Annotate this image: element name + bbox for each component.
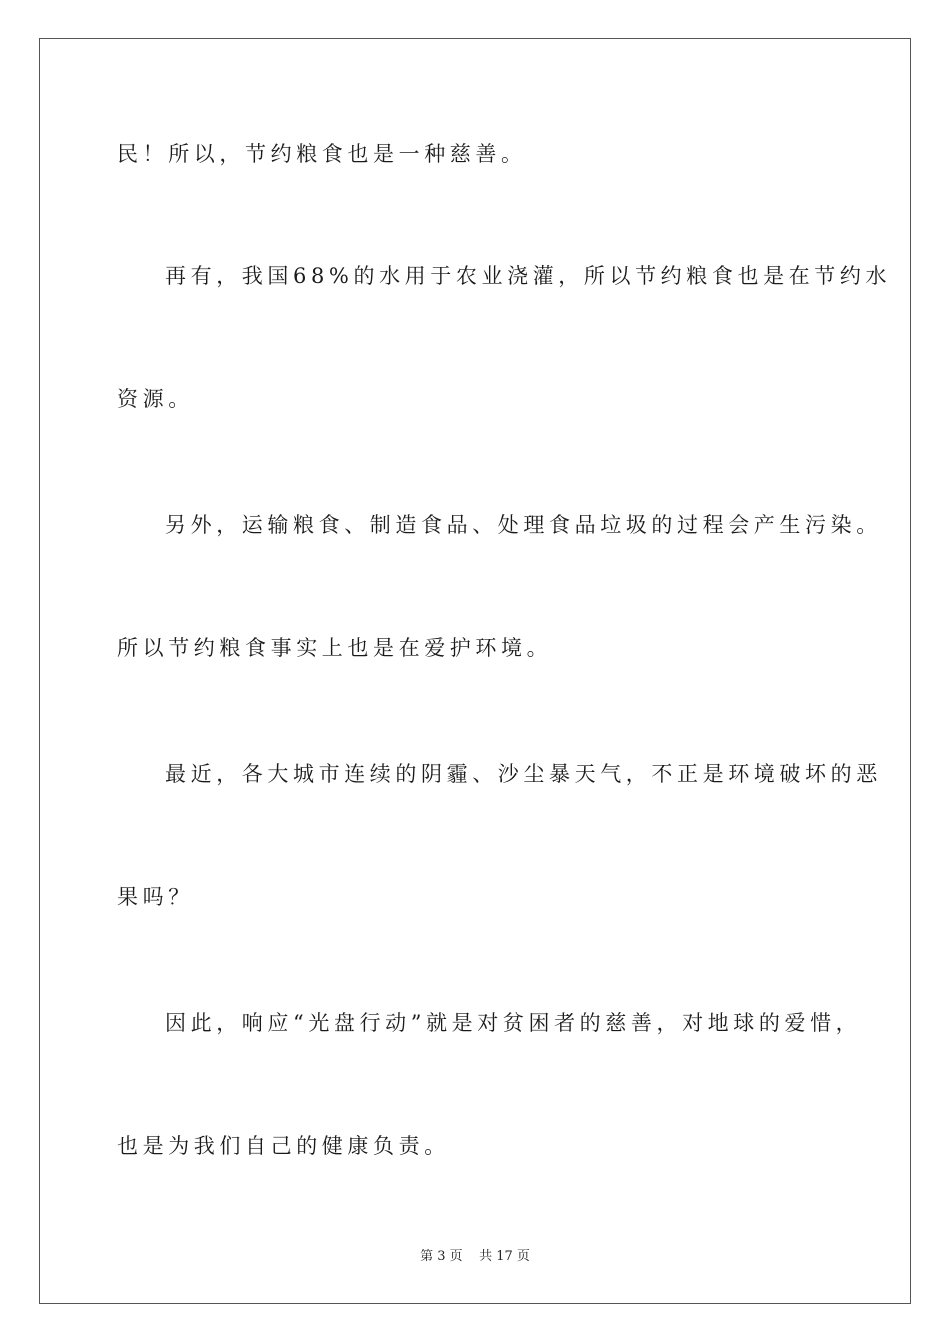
page-border (39, 38, 911, 1304)
text-line-9: 也是为我们自己的健康负责。 (117, 1134, 450, 1158)
paragraph-start-line: 因此，响应“光盘行动”就是对贫困者的慈善，对地球的爱惜， (165, 1011, 862, 1035)
paragraph-start-line: 最近，各大城市连续的阴霾、沙尘暴天气，不正是环境破坏的恶 (165, 762, 882, 786)
text-line-1: 民！所以，节约粮食也是一种慈善。 (117, 142, 527, 166)
text-line-7: 果吗？ (117, 885, 194, 909)
paragraph-start-line: 再有，我国68%的水用于农业浇灌，所以节约粮食也是在节约水 (165, 264, 892, 288)
text-line-5: 所以节约粮食事实上也是在爱护环境。 (117, 636, 553, 660)
paragraph-start-line: 另外，运输粮食、制造食品、处理食品垃圾的过程会产生污染。 (165, 513, 882, 537)
page-number-footer: 第 3 页 共 17 页 (420, 1249, 530, 1264)
text-line-3: 资源。 (117, 387, 194, 411)
